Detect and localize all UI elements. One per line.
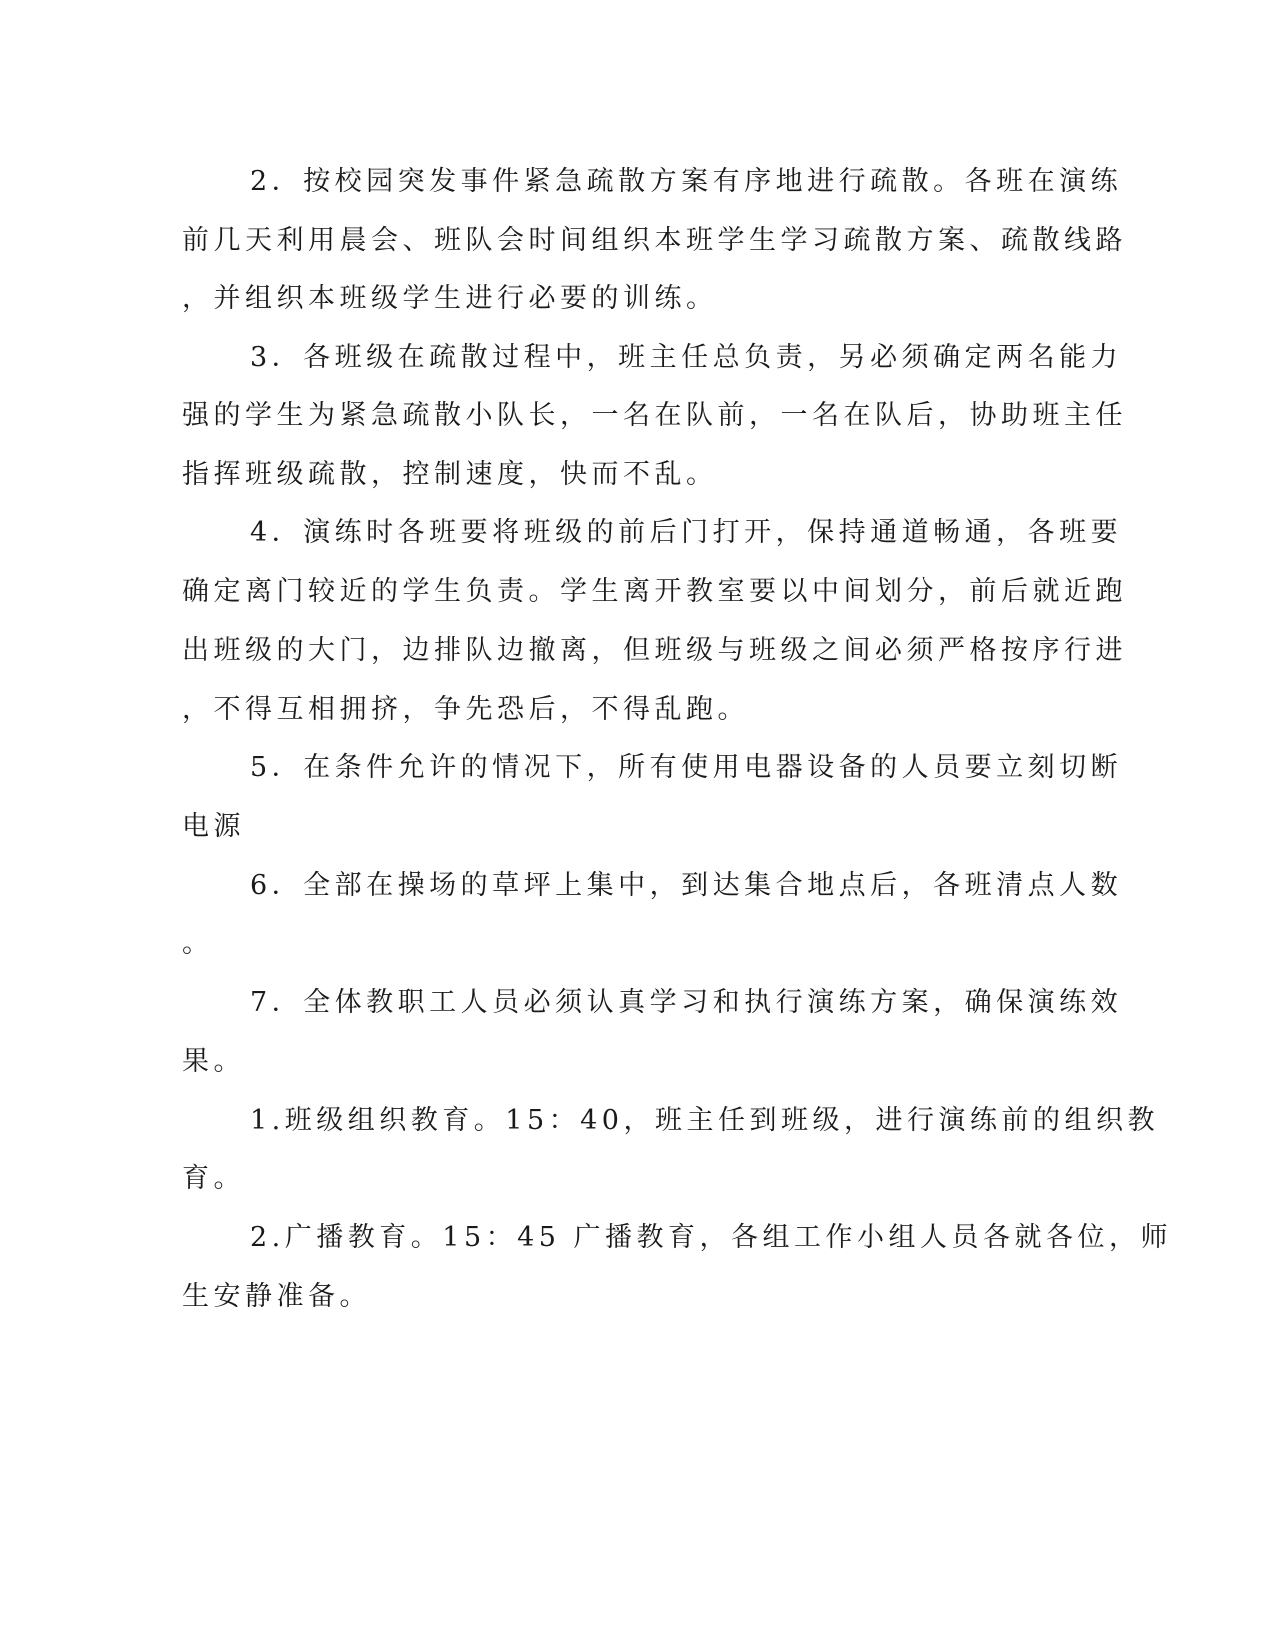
paragraph-4-line-2: 确定离门较近的学生负责。学生离开教室要以中间划分，前后就近跑: [182, 576, 1127, 607]
step-1-line-1: 1.班级组织教育。15：40，班主任到班级，进行演练前的组织教: [250, 1105, 1159, 1136]
paragraph-2-line-1: 2．按校园突发事件紧急疏散方案有序地进行疏散。各班在演练: [250, 166, 1123, 197]
paragraph-4-line-1: 4．演练时各班要将班级的前后门打开，保持通道畅通，各班要: [250, 517, 1123, 548]
paragraph-7-line-2: 果。: [182, 1046, 245, 1077]
paragraph-3-line-1: 3．各班级在疏散过程中，班主任总负责，另必须确定两名能力: [250, 342, 1123, 373]
paragraph-5-line-1: 5．在条件允许的情况下，所有使用电器设备的人员要立刻切断: [250, 752, 1123, 783]
step-2-line-2: 生安静准备。: [182, 1281, 371, 1312]
paragraph-2-line-3: ，并组织本班级学生进行必要的训练。: [182, 283, 718, 314]
paragraph-4-line-3: 出班级的大门，边排队边撤离，但班级与班级之间必须严格按序行进: [182, 635, 1127, 666]
paragraph-3-line-3: 指挥班级疏散，控制速度，快而不乱。: [182, 459, 718, 490]
step-2-line-1: 2.广播教育。15：45 广播教育，各组工作小组人员各就各位，师: [250, 1222, 1173, 1253]
paragraph-3-line-2: 强的学生为紧急疏散小队长，一名在队前，一名在队后，协助班主任: [182, 400, 1127, 431]
paragraph-5-line-2: 电源: [182, 811, 245, 842]
paragraph-6-line-2: 。: [182, 928, 214, 959]
step-1-line-2: 育。: [182, 1163, 245, 1194]
paragraph-2-line-2: 前几天利用晨会、班队会时间组织本班学生学习疏散方案、疏散线路: [182, 225, 1127, 256]
paragraph-4-line-4: ，不得互相拥挤，争先恐后，不得乱跑。: [182, 694, 749, 725]
paragraph-7-line-1: 7．全体教职工人员必须认真学习和执行演练方案，确保演练效: [250, 987, 1123, 1018]
paragraph-6-line-1: 6．全部在操场的草坪上集中，到达集合地点后，各班清点人数: [250, 870, 1123, 901]
